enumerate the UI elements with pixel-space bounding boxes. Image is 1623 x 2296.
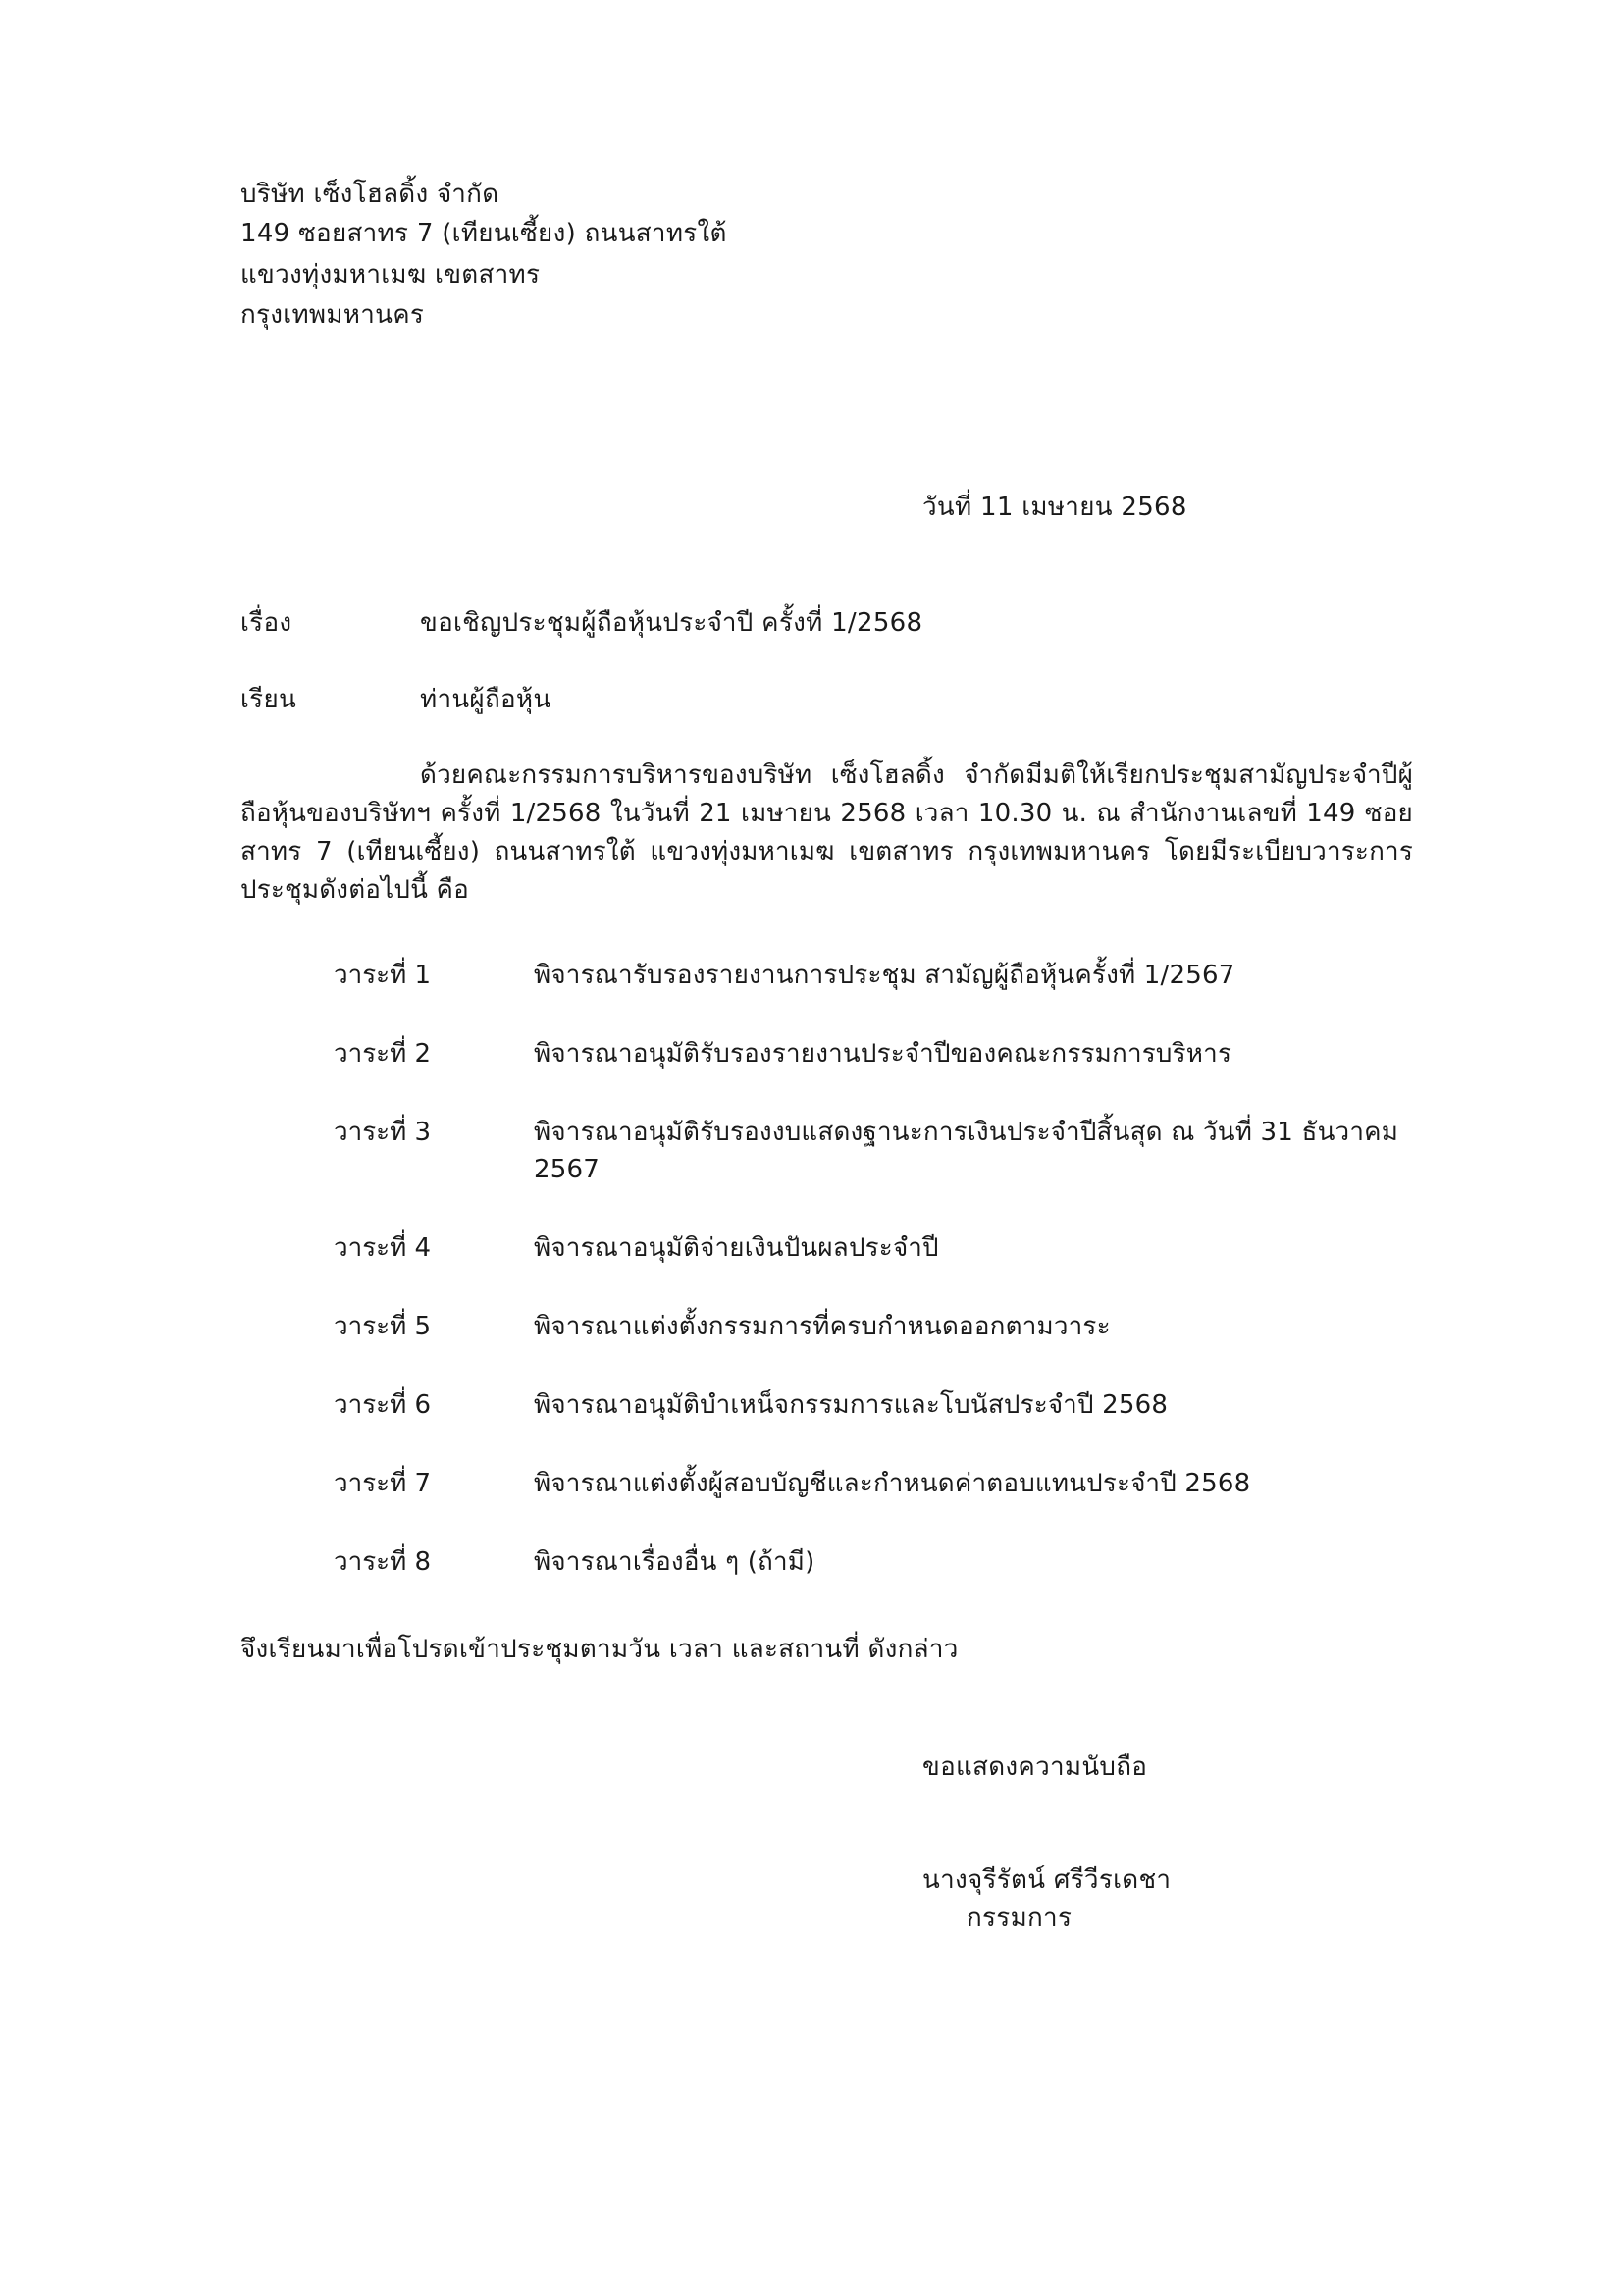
subject-label: เรื่อง bbox=[240, 608, 292, 638]
agenda-text: พิจารณาอนุมัติบำเหน็จกรรมการและโบนัสประจำปี 2568 bbox=[534, 1390, 1169, 1420]
sender-address-line-3: กรุงเทพมหานคร bbox=[240, 300, 425, 330]
sender-address-line-1: 149 ซอยสาทร 7 (เทียนเซี้ยง) ถนนสาทรใต้ bbox=[240, 219, 727, 248]
agenda-item bbox=[334, 1543, 1423, 1581]
agenda-item bbox=[334, 957, 1423, 994]
agenda-number: วาระที่ 2 bbox=[334, 1039, 432, 1069]
signer-name: นางจุรีรัตน์ ศรีวีรเดชา bbox=[922, 1865, 1172, 1895]
subject-text: ขอเชิญประชุมผู้ถือหุ้นประจำปี ครั้งที่ 1/2568 bbox=[420, 608, 923, 638]
agenda-item bbox=[334, 1035, 1423, 1072]
recipient-text: ท่านผู้ถือหุ้น bbox=[420, 685, 551, 714]
agenda-text: พิจารณาอนุมัติรับรองงบแสดงฐานะการเงินประจำปีสิ้นสุด ณ วันที่ 31 ธันวาคม 2567 bbox=[534, 1118, 1399, 1184]
agenda-text: พิจารณาแต่งตั้งผู้สอบบัญชีและกำหนดค่าตอบแทนประจำปี 2568 bbox=[534, 1469, 1251, 1498]
body-paragraph: ด้วยคณะกรรมการบริหารของบริษัท เซ็งโฮลดิ้ง จำกัดมีมติให้เรียกประชุมสามัญประจำปีผู้ถือหุ้นของบริษัทฯ ครั้งที่ 1/2568 ในวันที่ 21 เมษายน 2568 เวลา 10.30 น. ณ สำนักงานเลขที่ 149 ซอยสาทร 7 (เทียนเซี้ยง) ถนนสาทรใต้ แขวงทุ่งมหาเมฆ เขตสาทร กรุงเทพมหานคร โดยมีระเบียบวาระการประชุมดังต่อไปนี้ คือ bbox=[240, 760, 1413, 905]
agenda-number: วาระที่ 6 bbox=[334, 1390, 432, 1420]
agenda-text: พิจารณาอนุมัติจ่ายเงินปันผลประจำปี bbox=[534, 1233, 939, 1263]
signer-position: กรรมการ bbox=[967, 1904, 1073, 1933]
recipient-label: เรียน bbox=[240, 685, 297, 714]
agenda-item bbox=[334, 1114, 1423, 1188]
agenda-item bbox=[334, 1386, 1423, 1424]
agenda-number: วาระที่ 4 bbox=[334, 1233, 432, 1263]
sender-company: บริษัท เซ็งโฮลดิ้ง จำกัด bbox=[240, 180, 499, 209]
agenda-item bbox=[334, 1465, 1423, 1502]
closing-sentence: จึงเรียนมาเพื่อโปรดเข้าประชุมตามวัน เวลา และสถานที่ ดังกล่าว bbox=[240, 1635, 959, 1664]
agenda-number: วาระที่ 1 bbox=[334, 961, 432, 990]
regards-line: ขอแสดงความนับถือ bbox=[922, 1752, 1148, 1782]
agenda-text: พิจารณารับรองรายงานการประชุม สามัญผู้ถือหุ้นครั้งที่ 1/2567 bbox=[534, 961, 1235, 990]
agenda-number: วาระที่ 3 bbox=[334, 1118, 432, 1147]
agenda-item bbox=[334, 1308, 1423, 1345]
agenda-text: พิจารณาอนุมัติรับรองรายงานประจำปีของคณะกรรมการบริหาร bbox=[534, 1039, 1232, 1069]
agenda-number: วาระที่ 7 bbox=[334, 1469, 432, 1498]
agenda-text: พิจารณาแต่งตั้งกรรมการที่ครบกำหนดออกตามวาระ bbox=[534, 1312, 1111, 1341]
agenda-text: พิจารณาเรื่องอื่น ๆ (ถ้ามี) bbox=[534, 1547, 815, 1577]
agenda-item bbox=[334, 1229, 1423, 1267]
agenda-number: วาระที่ 5 bbox=[334, 1312, 432, 1341]
agenda-number: วาระที่ 8 bbox=[334, 1547, 432, 1577]
agenda-list bbox=[334, 957, 1423, 1622]
letter-date: วันที่ 11 เมษายน 2568 bbox=[922, 493, 1187, 522]
sender-address-line-2: แขวงทุ่งมหาเมฆ เขตสาทร bbox=[240, 260, 541, 289]
